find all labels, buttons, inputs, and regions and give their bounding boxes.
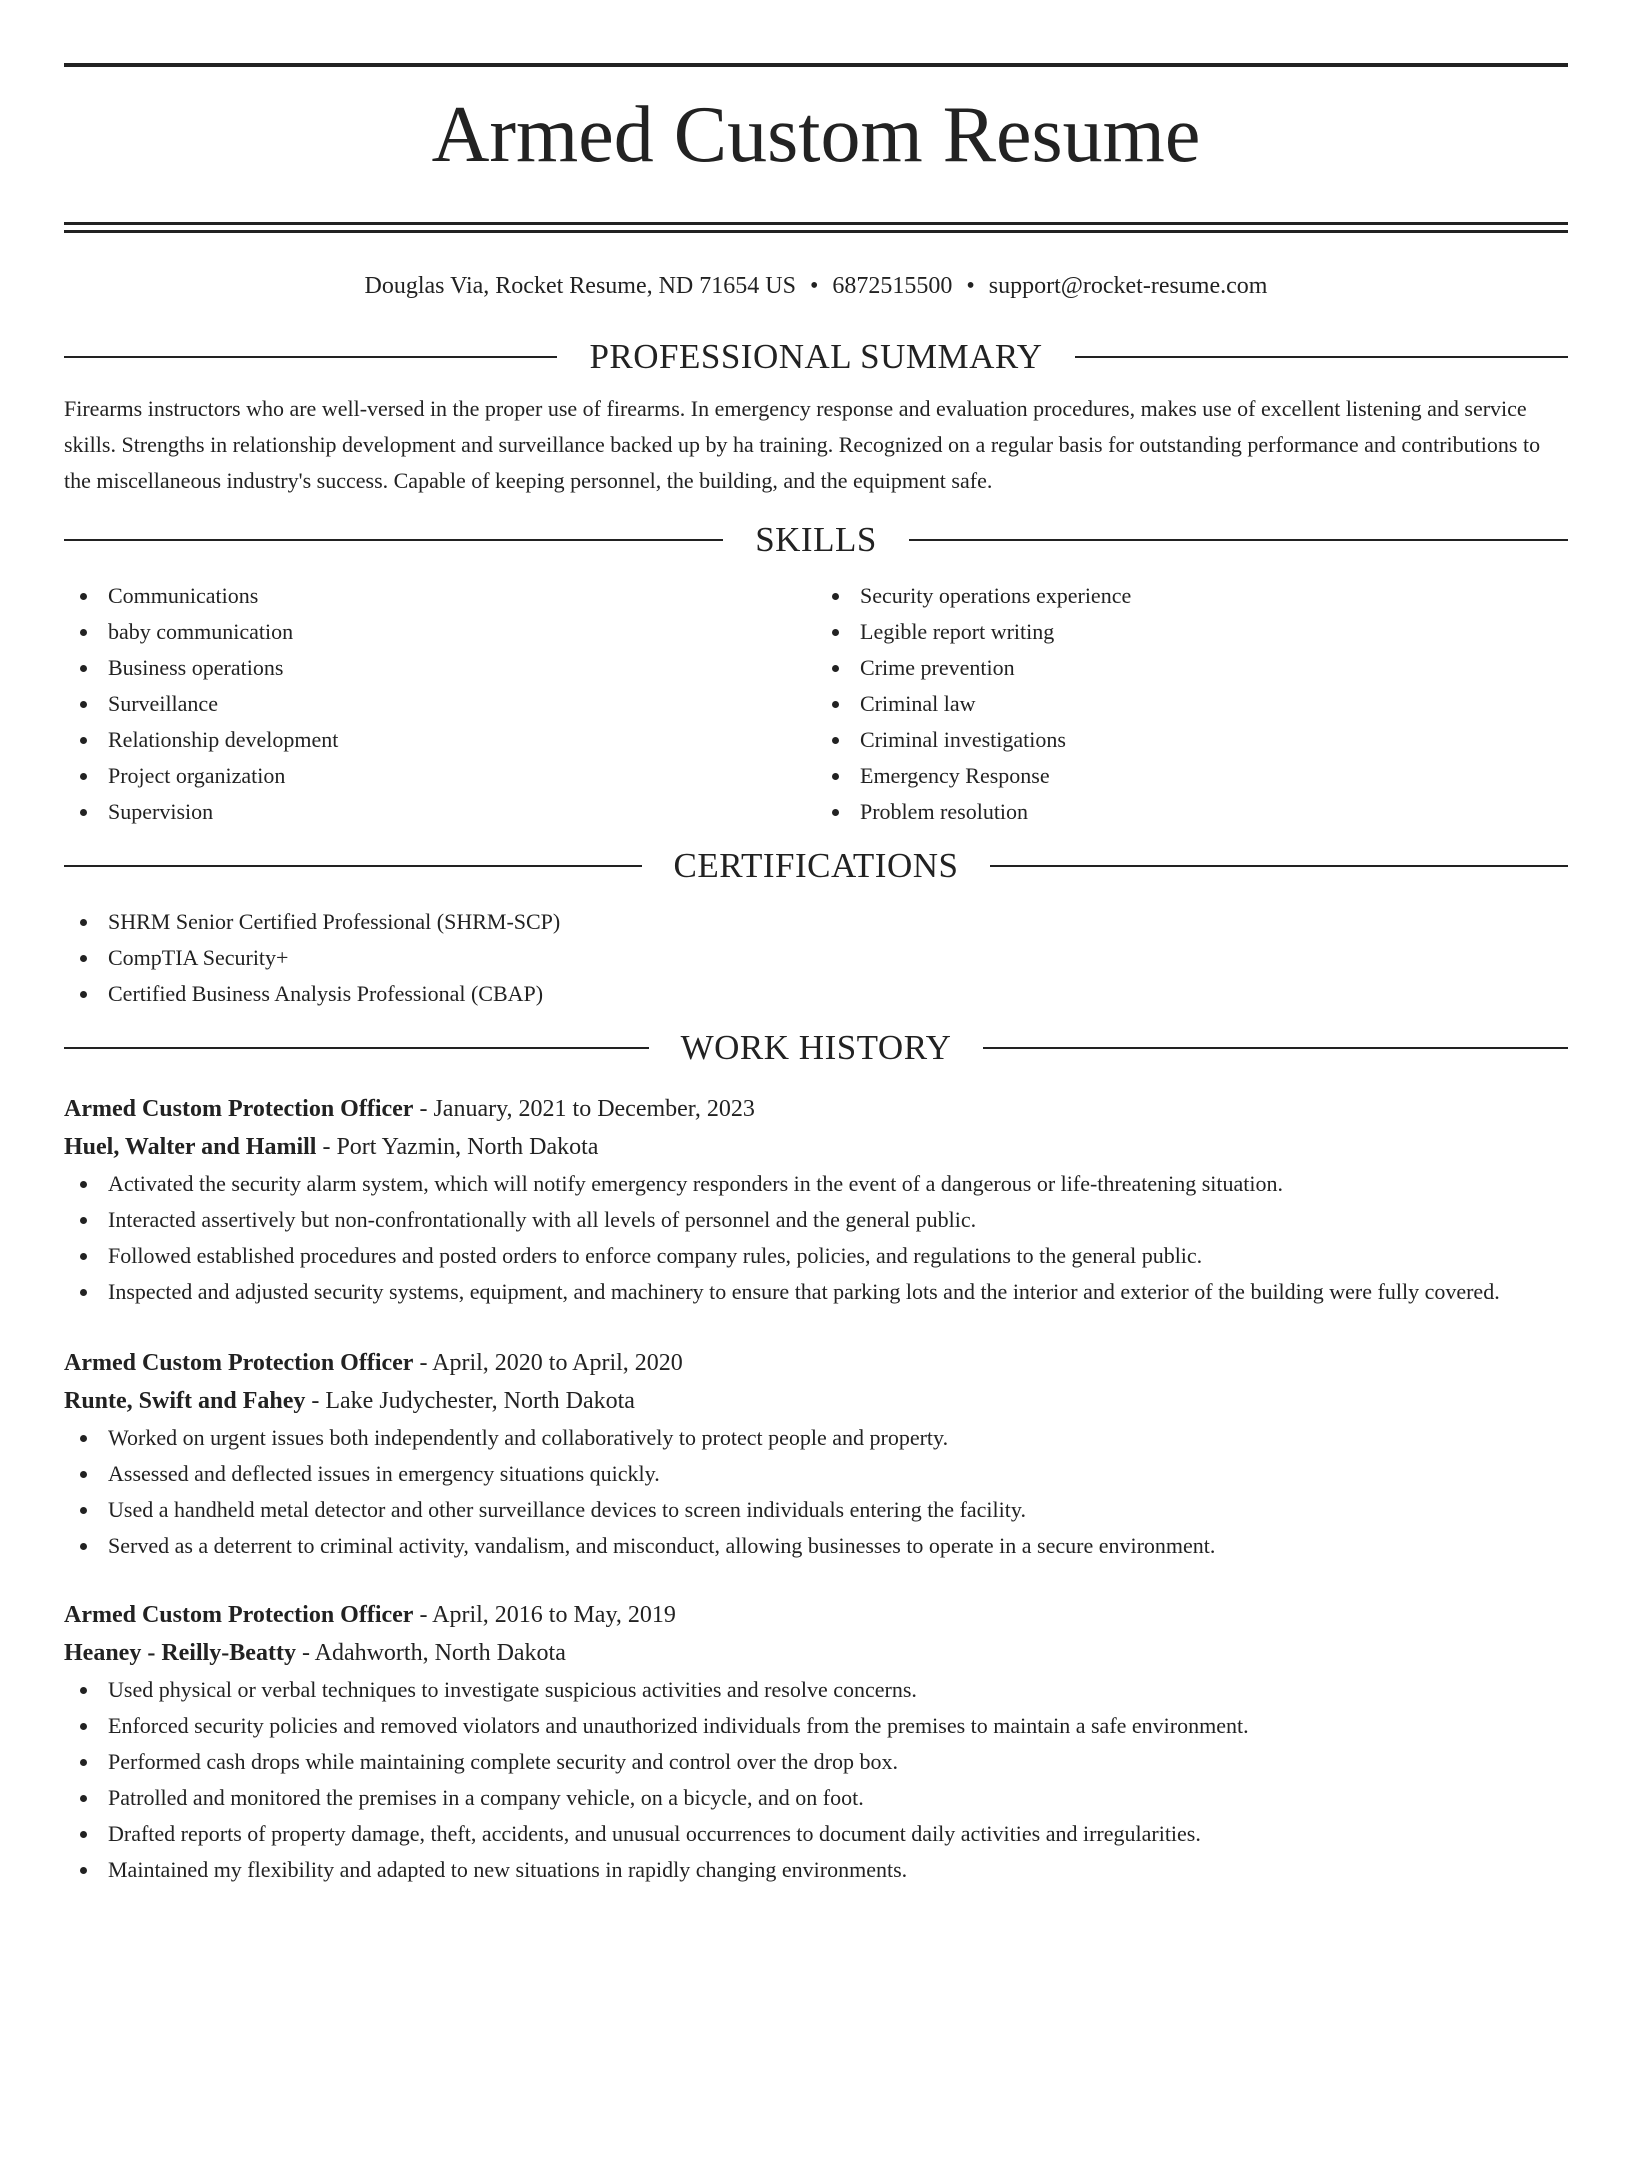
summary-heading <box>64 337 1568 377</box>
contact-phone: 6872515500 <box>832 273 953 299</box>
job-title-line <box>64 1090 1568 1128</box>
job-duty: Used a handheld metal detector and other surveillance devices to screen individuals entering the facility. <box>64 1492 1568 1528</box>
skills-heading-label: SKILLS <box>755 520 877 559</box>
contact-line <box>64 271 1568 301</box>
skill-item: Communications <box>64 578 816 614</box>
heading-rule-left <box>64 1047 649 1049</box>
certification-item: CompTIA Security+ <box>64 940 1568 976</box>
certification-item: SHRM Senior Certified Professional (SHRM-SCP) <box>64 904 1568 940</box>
skill-item: Legible report writing <box>816 614 1568 650</box>
job-title: Armed Custom Protection Officer <box>64 1096 414 1122</box>
job-title-line <box>64 1344 1568 1382</box>
job-dates: - April, 2016 to May, 2019 <box>413 1602 676 1628</box>
job-company-line <box>64 1634 1568 1672</box>
job-company-line <box>64 1382 1568 1420</box>
job-entry <box>64 1090 1568 1310</box>
job-duty: Activated the security alarm system, which will notify emergency responders in the event of a dangerous or life-threatening situation. <box>64 1166 1568 1202</box>
job-entry <box>64 1344 1568 1564</box>
contact-separator: • <box>966 273 975 299</box>
job-duty: Served as a deterrent to criminal activity, vandalism, and misconduct, allowing businesses to operate in a secure environment. <box>64 1528 1568 1564</box>
work-heading-label: WORK HISTORY <box>680 1028 952 1067</box>
skill-item: baby communication <box>64 614 816 650</box>
job-company: Huel, Walter and Hamill <box>64 1134 317 1160</box>
work-heading <box>64 1028 1568 1068</box>
heading-rule-right <box>909 539 1568 541</box>
skill-item: Emergency Response <box>816 758 1568 794</box>
skill-item: Supervision <box>64 794 816 830</box>
skill-item: Criminal investigations <box>816 722 1568 758</box>
job-duty: Inspected and adjusted security systems, equipment, and machinery to ensure that parking lots and the interior and exterior of the building were fully covered. <box>64 1274 1568 1310</box>
skills-column-right <box>816 578 1568 830</box>
job-location: - Adahworth, North Dakota <box>295 1640 566 1666</box>
job-duties <box>64 1166 1568 1310</box>
skill-item: Criminal law <box>816 686 1568 722</box>
heading-rule-right <box>983 1047 1568 1049</box>
contact-email: support@rocket-resume.com <box>988 273 1268 299</box>
job-duties <box>64 1420 1568 1564</box>
job-company-line <box>64 1128 1568 1166</box>
job-duty: Interacted assertively but non-confrontationally with all levels of personnel and the general public. <box>64 1202 1568 1238</box>
skill-item: Relationship development <box>64 722 816 758</box>
job-dates: - April, 2020 to April, 2020 <box>413 1350 683 1376</box>
skill-item: Security operations experience <box>816 578 1568 614</box>
skill-item: Surveillance <box>64 686 816 722</box>
resume-title: Armed Custom Resume <box>431 91 1201 179</box>
job-duty: Enforced security policies and removed violators and unauthorized individuals from the premises to maintain a safe environment. <box>64 1708 1568 1744</box>
job-duty: Worked on urgent issues both independently and collaboratively to protect people and property. <box>64 1420 1568 1456</box>
certifications-heading-label: CERTIFICATIONS <box>673 846 959 885</box>
job-duty: Maintained my flexibility and adapted to new situations in rapidly changing environments. <box>64 1852 1568 1888</box>
job-location: - Port Yazmin, North Dakota <box>316 1134 599 1160</box>
job-duty: Used physical or verbal techniques to investigate suspicious activities and resolve concerns. <box>64 1672 1568 1708</box>
certifications-heading <box>64 846 1568 886</box>
certification-item: Certified Business Analysis Professional (CBAP) <box>64 976 1568 1012</box>
skills-column-left <box>64 578 816 830</box>
job-title: Armed Custom Protection Officer <box>64 1350 414 1376</box>
heading-rule-left <box>64 865 642 867</box>
skill-item: Crime prevention <box>816 650 1568 686</box>
title-double-rule <box>64 222 1568 233</box>
heading-rule-right <box>990 865 1568 867</box>
heading-rule-left <box>64 539 723 541</box>
summary-text: Firearms instructors who are well-versed in the proper use of firearms. In emergency response and evaluation procedures, makes use of excellent listening and service skills. Strengths in relationship development and surveillance backed up by ha training. Recognized on a regular basis for outstanding performance and contributions to the miscellaneous industry's success. Capable of keeping personnel, the building, and the equipment safe. <box>64 396 1541 493</box>
job-duty: Performed cash drops while maintaining complete security and control over the drop box. <box>64 1744 1568 1780</box>
job-duty: Assessed and deflected issues in emergency situations quickly. <box>64 1456 1568 1492</box>
heading-rule-left <box>64 356 557 358</box>
job-entry <box>64 1596 1568 1888</box>
contact-address: Douglas Via, Rocket Resume, ND 71654 US <box>364 273 796 299</box>
heading-rule-right <box>1075 356 1568 358</box>
certifications-list <box>64 904 1568 1012</box>
resume-page <box>0 63 1632 2175</box>
job-duty: Patrolled and monitored the premises in a company vehicle, on a bicycle, and on foot. <box>64 1780 1568 1816</box>
job-duty: Drafted reports of property damage, theft, accidents, and unusual occurrences to document daily activities and irregularities. <box>64 1816 1568 1852</box>
job-company: Heaney - Reilly-Beatty <box>64 1640 296 1666</box>
job-duty: Followed established procedures and posted orders to enforce company rules, policies, and regulations to the general public. <box>64 1238 1568 1274</box>
job-title-line <box>64 1596 1568 1634</box>
job-location: - Lake Judychester, North Dakota <box>305 1388 635 1414</box>
skill-item: Problem resolution <box>816 794 1568 830</box>
job-company: Runte, Swift and Fahey <box>64 1388 306 1414</box>
skill-item: Business operations <box>64 650 816 686</box>
skills-heading <box>64 520 1568 560</box>
summary-heading-label: PROFESSIONAL SUMMARY <box>589 337 1043 376</box>
job-title: Armed Custom Protection Officer <box>64 1602 414 1628</box>
job-duties <box>64 1672 1568 1888</box>
contact-separator: • <box>809 273 819 299</box>
skill-item: Project organization <box>64 758 816 794</box>
job-dates: - January, 2021 to December, 2023 <box>413 1096 755 1122</box>
skills-list <box>64 578 1568 830</box>
